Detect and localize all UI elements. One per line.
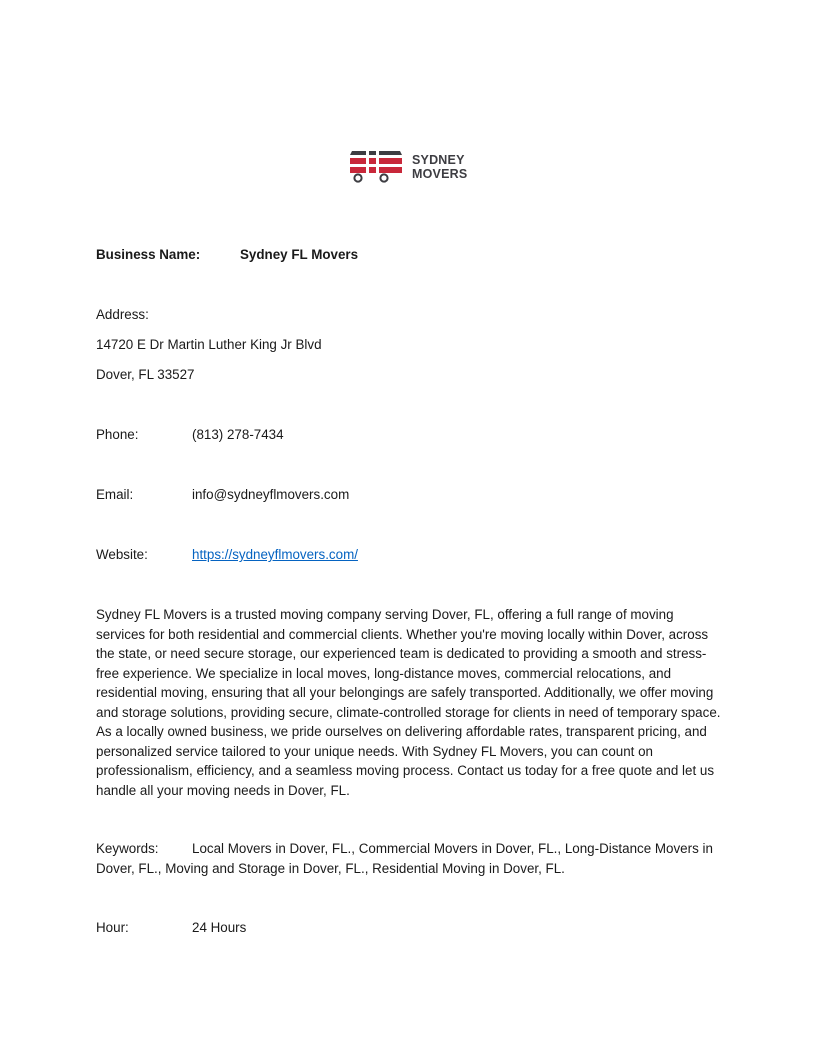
address-line-1: 14720 E Dr Martin Luther King Jr Blvd [96, 337, 322, 352]
email-label: Email: [96, 487, 134, 502]
phone-row [96, 427, 496, 443]
business-name-row [96, 247, 359, 263]
business-name-label: Business Name: [96, 247, 201, 262]
business-description: Sydney FL Movers is a trusted moving company serving Dover, FL, offering a full range of moving services for both residential and commercial clients. Whether you're moving locally within Dover, across the state, or need secure storage, our experienced team is dedicated to providing a smooth and stress-free experience. We specialize in local moves, long-distance moves, commercial relocations, and residential moving, ensuring that all your belongings are safely transported. Additionally, we offer moving and storage solutions, providing secure, climate-controlled storage for clients in need of temporary space. As a locally owned business, we pride ourselves on delivering affordable rates, transparent pricing, and personalized service tailored to your unique needs. With Sydney FL Movers, you can count on professionalism, efficiency, and a seamless moving process. Contact us today for a free quote and let us handle all your moving needs in Dover, FL. [96, 607, 721, 798]
phone-label: Phone: [96, 427, 139, 442]
logo-wordmark [412, 153, 467, 181]
address-line-2: Dover, FL 33527 [96, 367, 195, 382]
keywords-block [96, 839, 724, 878]
email-row [96, 487, 496, 503]
hours-row [96, 920, 496, 936]
business-name-value: Sydney FL Movers [240, 247, 359, 262]
phone-value: (813) 278-7434 [192, 427, 284, 442]
keywords-value: Local Movers in Dover, FL., Commercial Movers in Dover, FL., Long-Distance Movers in Dover, FL., Moving and Storage in Dover, FL., Residential Moving in Dover, FL. [96, 841, 713, 876]
company-logo [348, 148, 468, 186]
logo-line-1: SYDNEY [412, 153, 465, 167]
moving-truck-icon [348, 148, 406, 184]
website-label: Website: [96, 547, 148, 562]
logo-line-2: MOVERS [412, 167, 468, 181]
hours-value: 24 Hours [192, 920, 247, 935]
hours-label: Hour: [96, 920, 129, 935]
address-label: Address: [96, 307, 149, 322]
keywords-label: Keywords: [96, 841, 159, 856]
website-link[interactable]: https://sydneyflmovers.com/ [192, 547, 358, 562]
website-row [96, 547, 496, 563]
email-value: info@sydneyflmovers.com [192, 487, 350, 502]
